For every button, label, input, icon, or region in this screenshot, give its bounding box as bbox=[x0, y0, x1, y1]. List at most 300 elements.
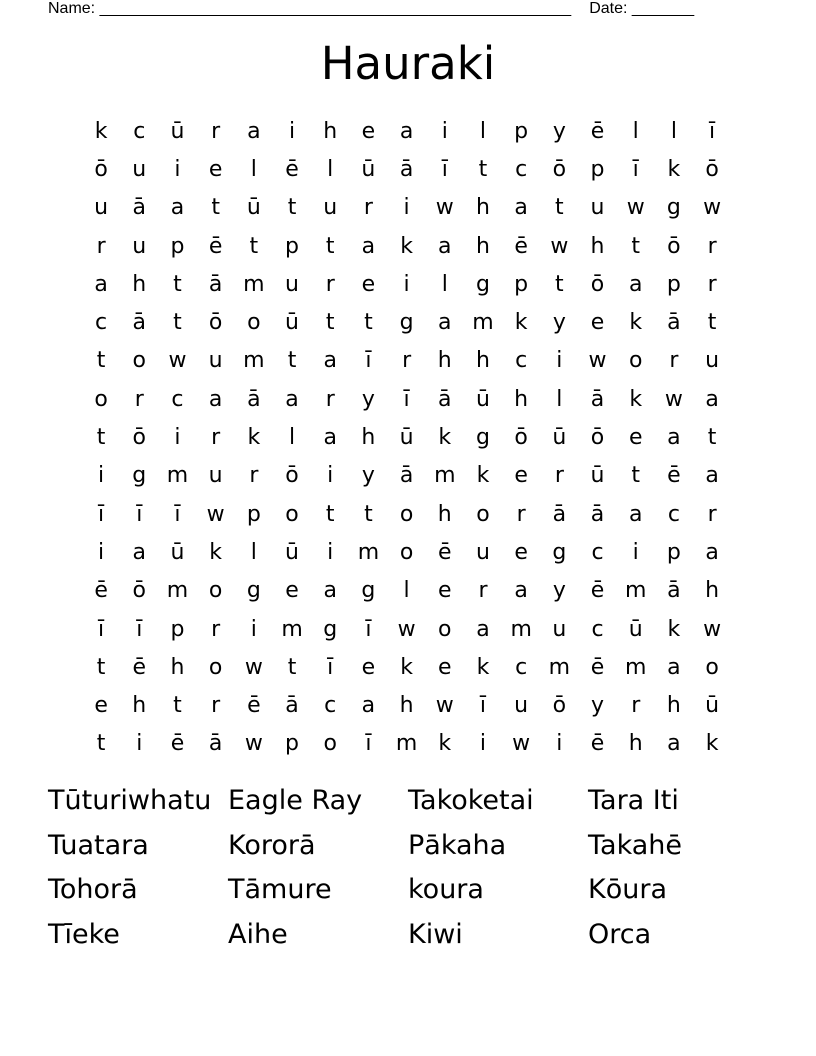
grid-letter: i bbox=[556, 731, 563, 757]
grid-letter: h bbox=[437, 501, 452, 527]
name-field-label: Name: _____________________________________________________ bbox=[48, 0, 572, 17]
grid-letter: k bbox=[209, 539, 223, 565]
grid-letter: w bbox=[168, 348, 187, 374]
grid-letter: g bbox=[361, 578, 376, 604]
grid-letter: ā bbox=[667, 578, 681, 604]
grid-letter: p bbox=[170, 233, 185, 259]
grid-letter: k bbox=[667, 616, 681, 642]
grid-letter: y bbox=[552, 578, 566, 604]
grid-letter: u bbox=[94, 195, 109, 221]
grid-letter: m bbox=[395, 731, 418, 757]
grid-letter: ū bbox=[361, 156, 376, 182]
grid-letter: i bbox=[632, 539, 639, 565]
grid-letter: l bbox=[250, 539, 257, 565]
grid-letter: a bbox=[628, 271, 643, 297]
grid-letter: p bbox=[666, 271, 681, 297]
grid-letter: ī bbox=[98, 501, 105, 527]
grid-letter: ā bbox=[132, 195, 147, 221]
grid-letter: t bbox=[325, 501, 335, 527]
grid-letter: ē bbox=[94, 578, 108, 604]
grid-letter: u bbox=[208, 348, 223, 374]
grid-letter: i bbox=[403, 271, 410, 297]
grid-letter: c bbox=[515, 654, 528, 680]
grid-letter: a bbox=[208, 386, 223, 412]
grid-letter: h bbox=[475, 348, 490, 374]
grid-letter: ī bbox=[174, 501, 181, 527]
grid-letter: m bbox=[166, 578, 189, 604]
letter-grid bbox=[82, 112, 731, 763]
grid-letter: t bbox=[287, 654, 297, 680]
grid-letter: ī bbox=[479, 693, 487, 719]
grid-letter: ā bbox=[590, 501, 605, 527]
grid-letter: ī bbox=[136, 616, 143, 642]
grid-letter: ē bbox=[590, 118, 605, 144]
grid-letter: m bbox=[434, 463, 456, 489]
grid-letter: k bbox=[247, 425, 261, 451]
grid-letter: l bbox=[250, 156, 257, 182]
word-list-item: Tūturiwhatu bbox=[48, 785, 212, 816]
grid-letter: ē bbox=[667, 463, 681, 489]
header-line bbox=[48, 0, 694, 18]
grid-letter: u bbox=[132, 233, 147, 259]
date-field-label: Date: _______ bbox=[589, 0, 695, 17]
grid-letter: r bbox=[402, 348, 412, 374]
word-list-item: Kiwi bbox=[408, 918, 463, 950]
grid-letter: h bbox=[705, 578, 720, 604]
grid-letter: ī bbox=[709, 118, 716, 144]
grid-letter: p bbox=[666, 539, 681, 565]
grid-letter: ā bbox=[132, 310, 147, 336]
word-list-item: Tohorā bbox=[48, 874, 138, 905]
grid-letter: a bbox=[705, 463, 719, 489]
grid-letter: u bbox=[514, 693, 529, 719]
grid-letter: t bbox=[478, 156, 488, 182]
word-list-item: Orca bbox=[588, 918, 652, 950]
grid-letter: c bbox=[591, 616, 604, 642]
grid-letter: i bbox=[403, 195, 410, 221]
grid-letter: w bbox=[588, 348, 607, 374]
grid-letter: p bbox=[246, 501, 261, 527]
grid-letter: w bbox=[664, 386, 683, 412]
grid-letter: r bbox=[325, 386, 335, 412]
grid-letter: c bbox=[591, 539, 604, 565]
grid-letter: ā bbox=[399, 156, 414, 182]
grid-letter: o bbox=[208, 578, 223, 604]
word-list-item: Takoketai bbox=[408, 785, 534, 816]
grid-letter: a bbox=[705, 386, 719, 412]
grid-letter: a bbox=[514, 195, 528, 221]
grid-letter: m bbox=[243, 271, 265, 297]
grid-letter: ō bbox=[552, 693, 567, 719]
grid-letter: t bbox=[555, 195, 564, 221]
grid-letter: r bbox=[211, 118, 221, 144]
grid-letter: ē bbox=[170, 731, 185, 757]
grid-letter: ō bbox=[514, 425, 528, 451]
grid-letter: h bbox=[323, 118, 338, 144]
grid-letter: ū bbox=[399, 425, 414, 451]
grid-letter: m bbox=[548, 654, 571, 680]
grid-letter: w bbox=[703, 616, 722, 642]
word-list-item: Tara Iti bbox=[588, 785, 679, 816]
grid-letter: g bbox=[475, 425, 490, 451]
grid-letter: m bbox=[625, 654, 647, 680]
grid-letter: ī bbox=[98, 616, 105, 642]
grid-letter: k bbox=[476, 654, 490, 680]
grid-letter: t bbox=[287, 348, 297, 374]
grid-letter: k bbox=[514, 310, 528, 336]
grid-letter: p bbox=[514, 271, 529, 297]
grid-letter: a bbox=[667, 654, 681, 680]
grid-letter: h bbox=[475, 195, 490, 221]
grid-letter: a bbox=[514, 578, 528, 604]
grid-letter: r bbox=[707, 271, 717, 297]
grid-letter: t bbox=[96, 425, 106, 451]
grid-letter: w bbox=[626, 195, 645, 221]
grid-letter: r bbox=[134, 386, 144, 412]
grid-letter: ī bbox=[365, 348, 372, 374]
grid-letter: k bbox=[438, 425, 452, 451]
grid-letter: h bbox=[132, 271, 147, 297]
grid-letter: r bbox=[478, 578, 488, 604]
grid-letter: a bbox=[667, 731, 681, 757]
grid-letter: a bbox=[247, 118, 261, 144]
word-list-item: Eagle Ray bbox=[228, 785, 363, 816]
grid-letter: k bbox=[94, 118, 108, 144]
grid-letter: o bbox=[285, 501, 299, 527]
grid-letter: ō bbox=[705, 156, 719, 182]
grid-letter: ō bbox=[552, 156, 567, 182]
grid-letter: m bbox=[166, 463, 189, 489]
grid-letter: k bbox=[400, 233, 413, 259]
grid-letter: w bbox=[206, 501, 225, 527]
grid-letter: i bbox=[479, 731, 487, 757]
grid-letter: w bbox=[703, 195, 722, 221]
grid-letter: h bbox=[399, 693, 414, 719]
grid-letter: ī bbox=[327, 654, 334, 680]
grid-letter: t bbox=[364, 501, 373, 527]
word-list-item: Pākaha bbox=[408, 829, 507, 861]
grid-letter: ā bbox=[247, 386, 261, 412]
grid-letter: c bbox=[324, 693, 337, 719]
grid-letter: h bbox=[590, 233, 605, 259]
grid-letter: ū bbox=[285, 310, 299, 336]
grid-letter: w bbox=[435, 195, 454, 221]
grid-letter: t bbox=[555, 271, 564, 297]
grid-letter: ō bbox=[590, 425, 605, 451]
grid-letter: a bbox=[361, 693, 376, 719]
grid-letter: a bbox=[323, 578, 337, 604]
word-list-item: Tāmure bbox=[228, 874, 332, 905]
grid-letter: y bbox=[552, 118, 566, 144]
grid-letter: ū bbox=[590, 463, 605, 489]
grid-letter: r bbox=[516, 501, 526, 527]
grid-letter: a bbox=[438, 310, 452, 336]
grid-letter: t bbox=[173, 310, 182, 336]
grid-letter: w bbox=[244, 654, 263, 680]
grid-letter: a bbox=[476, 616, 490, 642]
grid-letter: o bbox=[438, 616, 452, 642]
grid-letter: h bbox=[361, 425, 376, 451]
grid-letter: r bbox=[249, 463, 259, 489]
grid-letter: ū bbox=[475, 386, 490, 412]
grid-letter: o bbox=[705, 654, 719, 680]
grid-letter: g bbox=[132, 463, 147, 489]
grid-letter: ū bbox=[170, 539, 185, 565]
word-list-item: Tīeke bbox=[48, 918, 120, 950]
grid-letter: ī bbox=[441, 156, 448, 182]
grid-letter: l bbox=[441, 271, 448, 297]
grid-letter: u bbox=[552, 616, 567, 642]
grid-letter: t bbox=[173, 271, 182, 297]
grid-letter: e bbox=[285, 578, 299, 604]
grid-letter: ū bbox=[628, 616, 643, 642]
grid-letter: l bbox=[632, 118, 639, 144]
grid-letter: i bbox=[441, 118, 448, 144]
grid-letter: ō bbox=[132, 578, 147, 604]
grid-letter: t bbox=[325, 233, 335, 259]
grid-letter: i bbox=[98, 539, 105, 565]
grid-letter: o bbox=[323, 731, 337, 757]
grid-letter: m bbox=[357, 539, 380, 565]
grid-letter: ā bbox=[438, 386, 452, 412]
grid-letter: ē bbox=[590, 654, 605, 680]
grid-letter: e bbox=[590, 310, 605, 336]
grid-letter: a bbox=[438, 233, 452, 259]
grid-letter: m bbox=[281, 616, 303, 642]
grid-letter: ē bbox=[285, 156, 299, 182]
word-list-item: Tuatara bbox=[48, 829, 149, 861]
grid-letter: w bbox=[435, 693, 454, 719]
grid-letter: r bbox=[211, 693, 221, 719]
grid-letter: w bbox=[512, 731, 531, 757]
grid-letter: k bbox=[476, 463, 490, 489]
grid-letter: r bbox=[669, 348, 679, 374]
grid-letter: r bbox=[211, 425, 221, 451]
grid-letter: ā bbox=[552, 501, 567, 527]
grid-letter: i bbox=[174, 425, 181, 451]
word-list-item: Kōura bbox=[588, 874, 667, 905]
grid-letter: i bbox=[327, 463, 334, 489]
grid-letter: k bbox=[705, 731, 719, 757]
word-list-item: Takahē bbox=[588, 829, 682, 861]
grid-letter: p bbox=[285, 731, 300, 757]
word-list bbox=[48, 779, 768, 957]
grid-letter: w bbox=[244, 731, 263, 757]
grid-letter: h bbox=[628, 731, 643, 757]
grid-letter: t bbox=[631, 463, 641, 489]
grid-letter: l bbox=[556, 386, 563, 412]
grid-letter: c bbox=[667, 501, 680, 527]
grid-letter: ū bbox=[285, 539, 299, 565]
grid-letter: a bbox=[323, 348, 337, 374]
grid-letter: k bbox=[667, 156, 681, 182]
grid-letter: a bbox=[399, 118, 414, 144]
grid-letter: ī bbox=[365, 731, 372, 757]
grid-letter: m bbox=[510, 616, 532, 642]
grid-letter: o bbox=[628, 348, 643, 374]
grid-letter: u bbox=[285, 271, 299, 297]
grid-letter: u bbox=[590, 195, 605, 221]
grid-letter: p bbox=[170, 616, 185, 642]
grid-letter: m bbox=[625, 578, 647, 604]
grid-letter: r bbox=[707, 501, 717, 527]
grid-letter: o bbox=[94, 386, 108, 412]
grid-letter: r bbox=[211, 616, 221, 642]
grid-letter: i bbox=[288, 118, 296, 144]
grid-letter: r bbox=[363, 195, 373, 221]
grid-letter: e bbox=[361, 654, 376, 680]
puzzle-title: Hauraki bbox=[320, 37, 496, 90]
grid-letter: ū bbox=[705, 693, 720, 719]
grid-letter: u bbox=[705, 348, 720, 374]
grid-letter: a bbox=[94, 271, 108, 297]
grid-letter: ā bbox=[399, 463, 414, 489]
grid-letter: t bbox=[707, 425, 717, 451]
grid-letter: m bbox=[472, 310, 494, 336]
grid-letter: c bbox=[95, 310, 108, 336]
grid-letter: ē bbox=[247, 693, 261, 719]
grid-letter: i bbox=[327, 539, 334, 565]
grid-letter: e bbox=[361, 118, 376, 144]
word-list-item: Aihe bbox=[228, 918, 288, 950]
grid-letter: t bbox=[96, 731, 106, 757]
grid-letter: c bbox=[171, 386, 184, 412]
grid-letter: ū bbox=[246, 195, 261, 221]
grid-letter: a bbox=[323, 425, 337, 451]
grid-letter: t bbox=[211, 195, 220, 221]
grid-letter: u bbox=[132, 156, 147, 182]
grid-letter: c bbox=[133, 118, 146, 144]
grid-letter: e bbox=[514, 463, 528, 489]
grid-letter: u bbox=[208, 463, 223, 489]
grid-letter: h bbox=[170, 654, 185, 680]
grid-letter: t bbox=[631, 233, 641, 259]
grid-letter: ē bbox=[438, 539, 452, 565]
grid-letter: e bbox=[94, 693, 108, 719]
grid-letter: ā bbox=[667, 310, 681, 336]
grid-letter: u bbox=[475, 539, 490, 565]
grid-letter: u bbox=[323, 195, 338, 221]
grid-letter: ī bbox=[403, 386, 410, 412]
grid-letter: a bbox=[361, 233, 376, 259]
grid-letter: ū bbox=[552, 425, 567, 451]
grid-letter: y bbox=[552, 310, 566, 336]
grid-letter: e bbox=[361, 271, 376, 297]
grid-letter: ā bbox=[285, 693, 299, 719]
grid-letter: g bbox=[323, 616, 338, 642]
grid-letter: o bbox=[132, 348, 147, 374]
grid-letter: ā bbox=[208, 731, 223, 757]
grid-letter: h bbox=[437, 348, 452, 374]
grid-letter: ē bbox=[590, 731, 605, 757]
grid-letter: h bbox=[475, 233, 490, 259]
grid-letter: ī bbox=[136, 501, 143, 527]
grid-letter: i bbox=[556, 348, 563, 374]
grid-letter: o bbox=[476, 501, 490, 527]
grid-letter: i bbox=[174, 156, 181, 182]
grid-letter: g bbox=[246, 578, 261, 604]
grid-letter: ō bbox=[132, 425, 147, 451]
grid-letter: ā bbox=[208, 271, 223, 297]
grid-letter: p bbox=[514, 118, 529, 144]
grid-letter: r bbox=[707, 233, 717, 259]
grid-letter: h bbox=[132, 693, 147, 719]
grid-letter: a bbox=[705, 539, 719, 565]
grid-letter: g bbox=[475, 271, 490, 297]
grid-letter: ō bbox=[208, 310, 223, 336]
grid-letter: c bbox=[515, 156, 528, 182]
grid-letter: e bbox=[438, 578, 452, 604]
grid-letter: y bbox=[591, 693, 605, 719]
grid-letter: p bbox=[285, 233, 300, 259]
grid-letter: e bbox=[208, 156, 223, 182]
grid-letter: t bbox=[707, 310, 717, 336]
grid-letter: r bbox=[325, 271, 335, 297]
grid-letter: c bbox=[515, 348, 528, 374]
grid-letter: t bbox=[96, 348, 106, 374]
grid-letter: ū bbox=[170, 118, 185, 144]
grid-letter: t bbox=[325, 310, 335, 336]
grid-letter: ē bbox=[514, 233, 528, 259]
grid-letter: e bbox=[438, 654, 452, 680]
grid-letter: i bbox=[98, 463, 105, 489]
grid-letter: l bbox=[288, 425, 296, 451]
grid-letter: o bbox=[399, 539, 414, 565]
grid-letter: m bbox=[243, 348, 265, 374]
grid-letter: t bbox=[173, 693, 182, 719]
grid-letter: l bbox=[479, 118, 487, 144]
word-list-item: Kororā bbox=[228, 829, 316, 861]
grid-letter: k bbox=[438, 731, 452, 757]
grid-letter: ā bbox=[590, 386, 605, 412]
grid-letter: w bbox=[397, 616, 416, 642]
grid-letter: k bbox=[629, 310, 643, 336]
grid-letter: ī bbox=[632, 156, 639, 182]
grid-letter: a bbox=[170, 195, 185, 221]
grid-letter: a bbox=[667, 425, 681, 451]
grid-letter: r bbox=[631, 693, 641, 719]
grid-letter: l bbox=[403, 578, 410, 604]
grid-letter: r bbox=[554, 463, 564, 489]
grid-letter: a bbox=[628, 501, 643, 527]
grid-letter: ē bbox=[132, 654, 147, 680]
grid-letter: l bbox=[670, 118, 677, 144]
grid-letter: ī bbox=[365, 616, 372, 642]
grid-letter: r bbox=[96, 233, 106, 259]
grid-letter: g bbox=[399, 310, 414, 336]
grid-letter: k bbox=[629, 386, 643, 412]
grid-letter: ē bbox=[208, 233, 223, 259]
grid-letter: t bbox=[364, 310, 373, 336]
grid-letter: o bbox=[399, 501, 414, 527]
grid-letter: h bbox=[666, 693, 681, 719]
grid-letter: t bbox=[96, 654, 106, 680]
grid-letter: t bbox=[249, 233, 259, 259]
grid-letter: o bbox=[247, 310, 261, 336]
grid-letter: t bbox=[287, 195, 297, 221]
grid-letter: y bbox=[361, 463, 375, 489]
grid-letter: i bbox=[136, 731, 143, 757]
grid-letter: ē bbox=[590, 578, 605, 604]
grid-letter: ō bbox=[94, 156, 108, 182]
word-list-item: koura bbox=[408, 874, 484, 905]
grid-letter: k bbox=[400, 654, 413, 680]
grid-letter: ō bbox=[285, 463, 299, 489]
grid-letter: ō bbox=[590, 271, 605, 297]
grid-letter: h bbox=[514, 386, 529, 412]
grid-letter: o bbox=[208, 654, 223, 680]
grid-letter: y bbox=[361, 386, 375, 412]
